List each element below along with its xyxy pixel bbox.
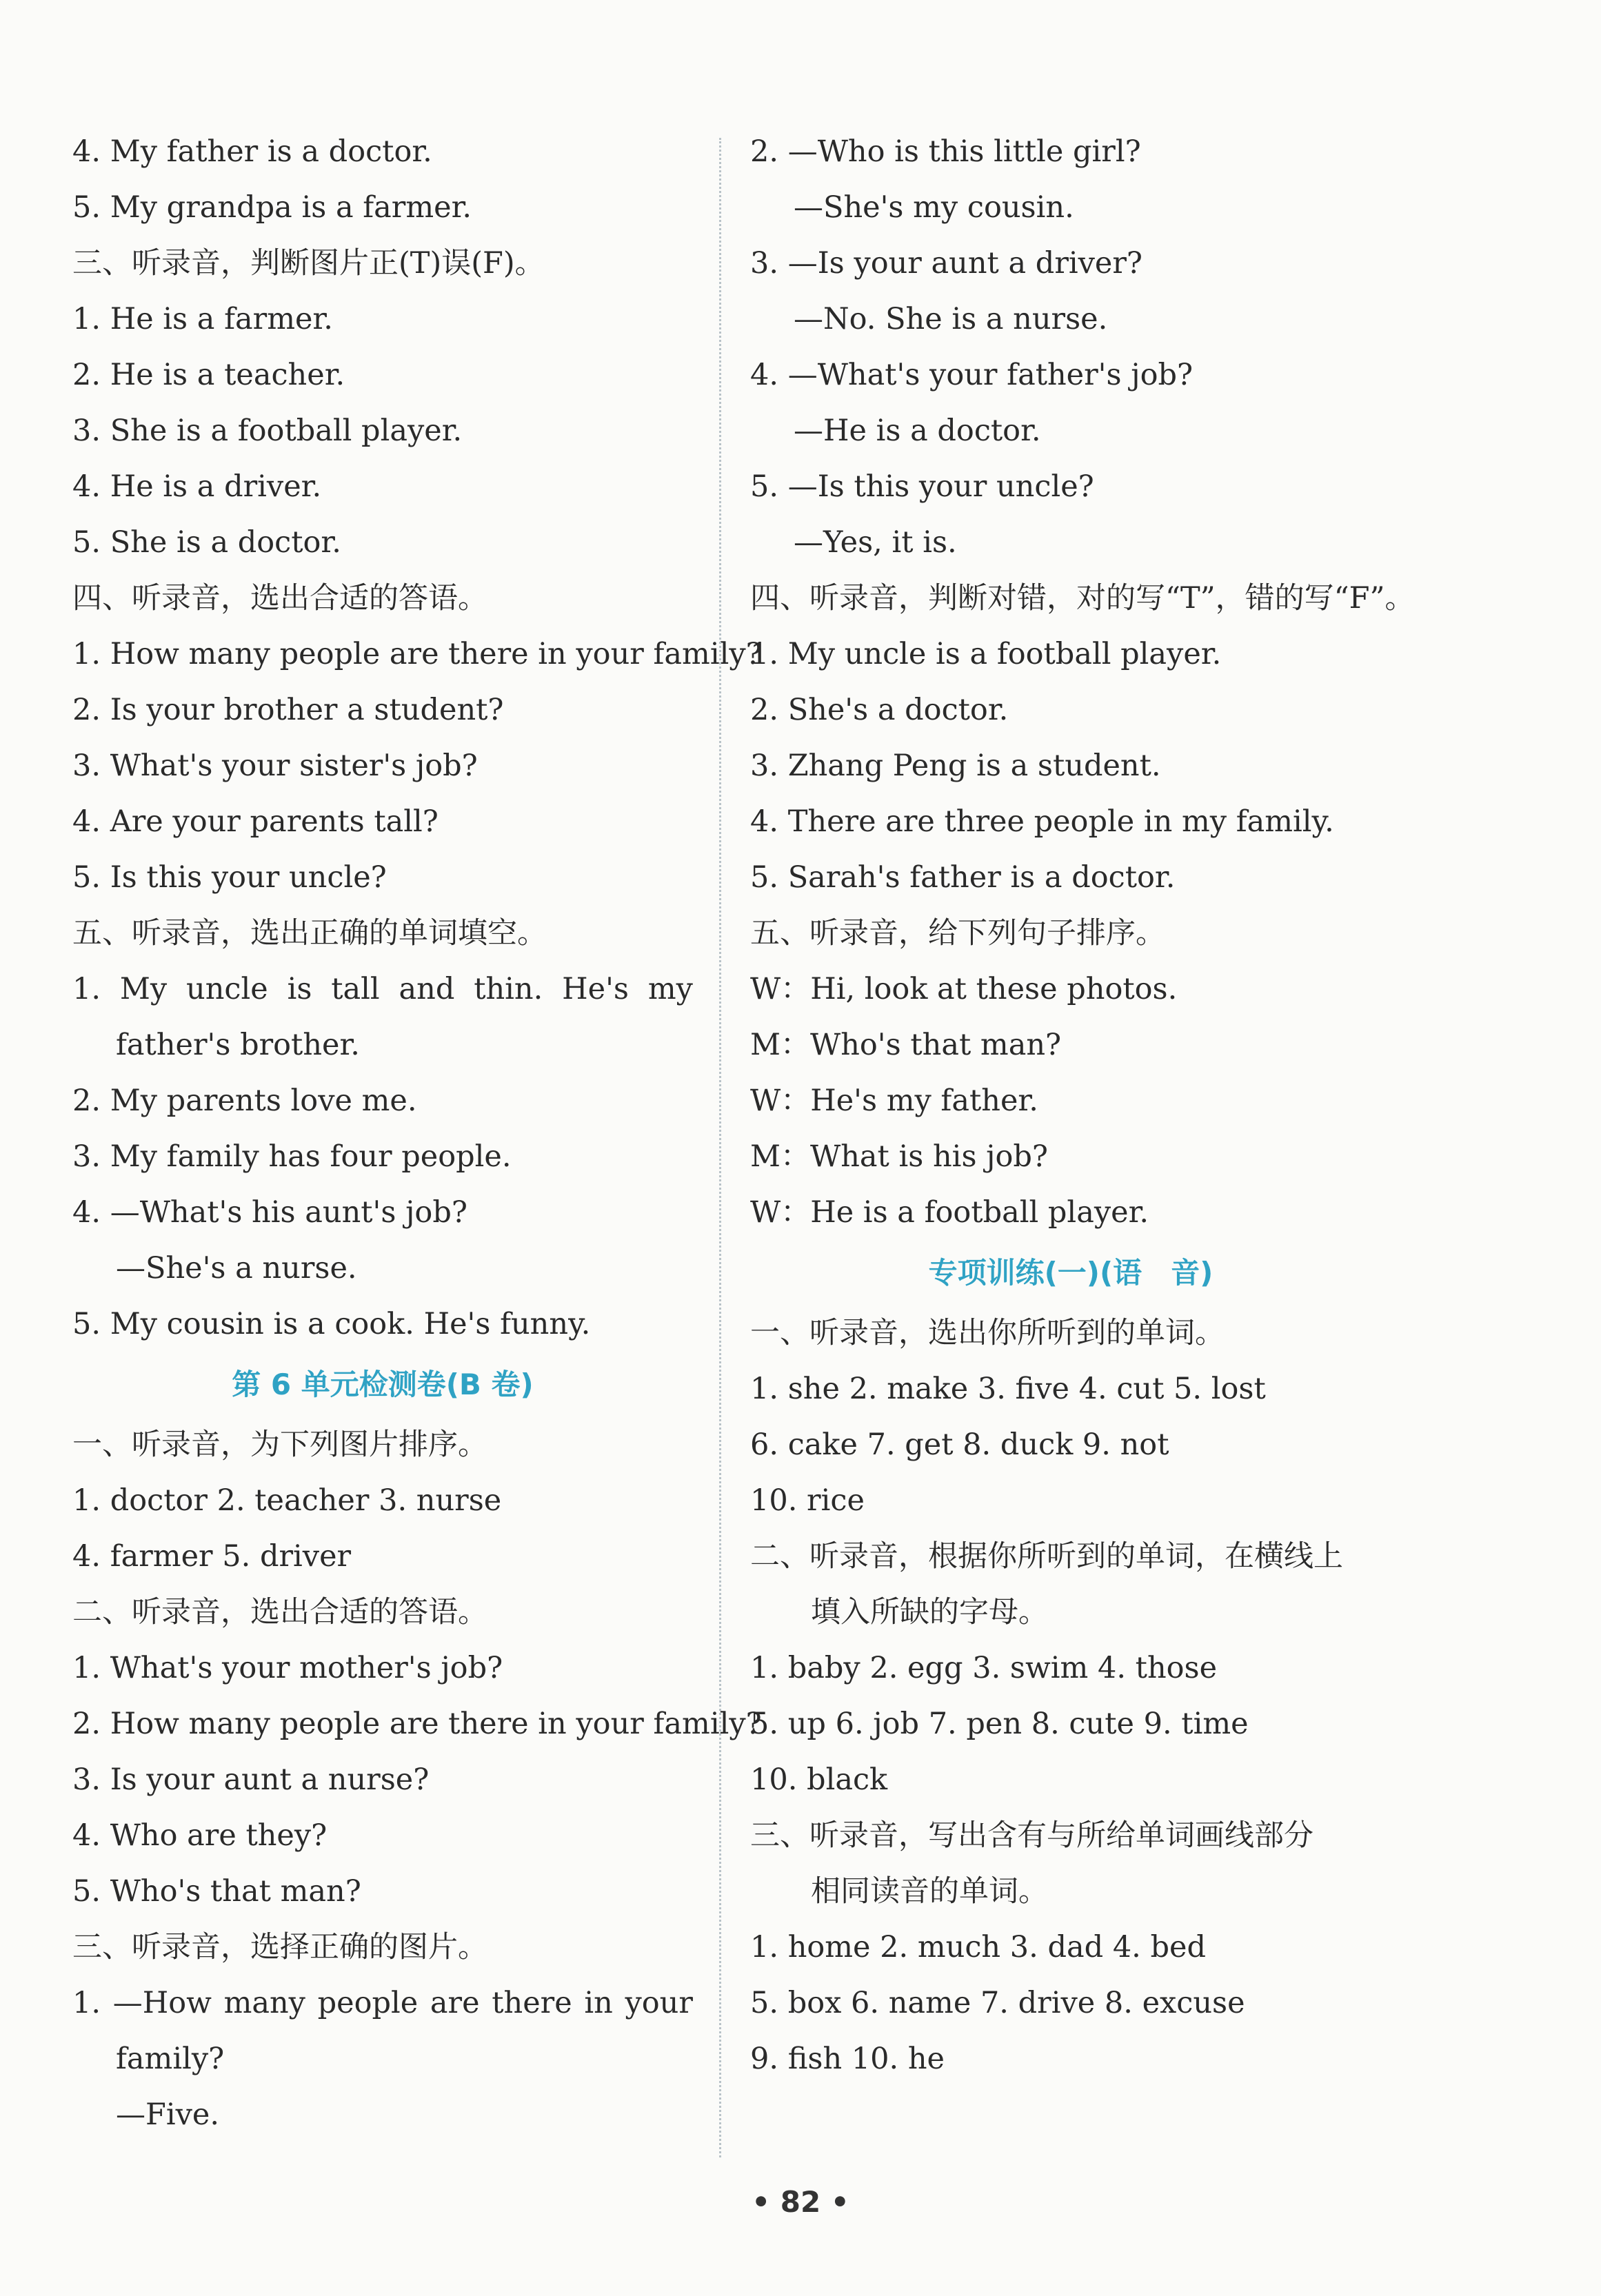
section-title: 第 6 单元检测卷(B 卷)	[232, 1368, 534, 1401]
text-line: 5. My grandpa is a farmer.	[72, 190, 472, 225]
word: people	[317, 1986, 419, 2020]
section-heading: 一、听录音，选出你所听到的单词。	[750, 1316, 1225, 1350]
text-line: 10. black	[750, 1762, 888, 1797]
section-heading: 三、听录音，选择正确的图片。	[72, 1930, 487, 1964]
text-line: 4. farmer 5. driver	[72, 1539, 352, 1574]
word: there	[492, 1986, 572, 2020]
section-heading: 一、听录音，为下列图片排序。	[72, 1428, 487, 1462]
word: 1.	[72, 972, 101, 1006]
word: and	[399, 972, 455, 1006]
text-line: 5. Sarah's father is a doctor.	[750, 860, 1176, 895]
text-line: —She's a nurse.	[116, 1251, 357, 1286]
text-line: M：What is his job?	[750, 1139, 1048, 1174]
text-line: 4. My father is a doctor.	[72, 134, 432, 169]
text-line: 1. she 2. make 3. five 4. cut 5. lost	[750, 1372, 1266, 1406]
text-line: 1. home 2. much 3. dad 4. bed	[750, 1930, 1207, 1964]
text-line: —He is a doctor.	[794, 414, 1041, 448]
text-line: 1. He is a farmer.	[72, 302, 333, 336]
word: your	[625, 1986, 693, 2020]
text-line: 4. —What's his aunt's job?	[72, 1195, 467, 1230]
word: my	[647, 972, 693, 1006]
text-line: 3. My family has four people.	[72, 1139, 512, 1174]
text-line: family?	[116, 2042, 225, 2076]
section-heading: 四、听录音，选出合适的答语。	[72, 581, 487, 616]
text-line: 5. She is a doctor.	[72, 525, 341, 560]
word: tall	[331, 972, 380, 1006]
section-title: 专项训练(一)(语 音)	[928, 1256, 1214, 1290]
text-line: 3. She is a football player.	[72, 414, 463, 448]
text-line: 1. doctor 2. teacher 3. nurse	[72, 1483, 502, 1518]
word: many	[223, 1986, 305, 2020]
section-heading: 三、听录音，判断图片正(T)误(F)。	[72, 246, 545, 281]
text-line: W：He is a football player.	[750, 1195, 1149, 1230]
word: thin.	[474, 972, 543, 1006]
text-line: 1. What's your mother's job?	[72, 1651, 503, 1685]
text-line: 4. He is a driver.	[72, 469, 322, 504]
text-line: 5. My cousin is a cook. He's funny.	[72, 1307, 591, 1341]
text-line	[72, 962, 693, 1017]
text-line: 2. Is your brother a student?	[72, 693, 504, 727]
text-line: 4. Are your parents tall?	[72, 804, 439, 839]
text-line: 5. up 6. job 7. pen 8. cute 9. time	[750, 1707, 1249, 1741]
text-line: 填入所缺的字母。	[811, 1595, 1048, 1629]
text-line: 1. baby 2. egg 3. swim 4. those	[750, 1651, 1218, 1685]
text-line: 5. box 6. name 7. drive 8. excuse	[750, 1986, 1245, 2020]
text-line: 相同读音的单词。	[811, 1874, 1048, 1909]
text-line: 4. There are three people in my family.	[750, 804, 1334, 839]
text-line: 2. —Who is this little girl?	[750, 134, 1141, 169]
text-line: 9. fish 10. he	[750, 2042, 945, 2076]
left-column	[72, 124, 762, 2143]
word: is	[287, 972, 312, 1006]
word: uncle	[186, 972, 268, 1006]
text-line: —No. She is a nurse.	[794, 302, 1108, 336]
text-line: 1. My uncle is a football player.	[750, 637, 1222, 671]
text-line: 2. How many people are there in your family?	[72, 1707, 762, 1741]
text-line: —Five.	[116, 2097, 219, 2132]
text-line: 5. Who's that man?	[72, 1874, 361, 1909]
text-line: 3. What's your sister's job?	[72, 749, 478, 783]
text-line: —Yes, it is.	[794, 525, 957, 560]
text-line: father's brother.	[116, 1028, 360, 1062]
right-column	[750, 124, 1415, 2087]
section-heading: 五、听录音，选出正确的单词填空。	[72, 916, 547, 951]
word: He's	[562, 972, 629, 1006]
page-number: • 82 •	[752, 2185, 849, 2219]
text-line	[72, 1975, 693, 2031]
section-heading: 二、听录音，根据你所听到的单词，在横线上	[750, 1539, 1343, 1574]
text-line: W：He's my father.	[750, 1084, 1038, 1118]
section-heading: 五、听录音，给下列句子排序。	[750, 916, 1165, 951]
text-line: 3. —Is your aunt a driver?	[750, 246, 1142, 281]
text-line: —She's my cousin.	[794, 190, 1074, 225]
text-line: 6. cake 7. get 8. duck 9. not	[750, 1428, 1169, 1462]
text-line: 2. He is a teacher.	[72, 358, 345, 392]
text-line: 3. Zhang Peng is a student.	[750, 749, 1161, 783]
text-line: 4. Who are they?	[72, 1818, 328, 1853]
text-line: W：Hi, look at these photos.	[750, 972, 1178, 1006]
column-divider	[719, 138, 721, 2157]
word: are	[430, 1986, 480, 2020]
section-heading: 二、听录音，选出合适的答语。	[72, 1595, 487, 1629]
text-line: 4. —What's your father's job?	[750, 358, 1194, 392]
text-line: 5. —Is this your uncle?	[750, 469, 1094, 504]
text-line: 3. Is your aunt a nurse?	[72, 1762, 430, 1797]
text-line: M：Who's that man?	[750, 1028, 1062, 1062]
section-heading: 四、听录音，判断对错，对的写“T”，错的写“F”。	[750, 581, 1415, 616]
text-line: 2. She's a doctor.	[750, 693, 1009, 727]
word: 1.	[72, 1986, 101, 2020]
section-heading: 三、听录音，写出含有与所给单词画线部分	[750, 1818, 1313, 1853]
text-line: 1. How many people are there in your family?	[72, 637, 762, 671]
word: —How	[112, 1986, 212, 2020]
word: in	[584, 1986, 613, 2020]
word: My	[119, 972, 168, 1006]
text-line: 5. Is this your uncle?	[72, 860, 387, 895]
text-line: 2. My parents love me.	[72, 1084, 417, 1118]
text-line: 10. rice	[750, 1483, 865, 1518]
